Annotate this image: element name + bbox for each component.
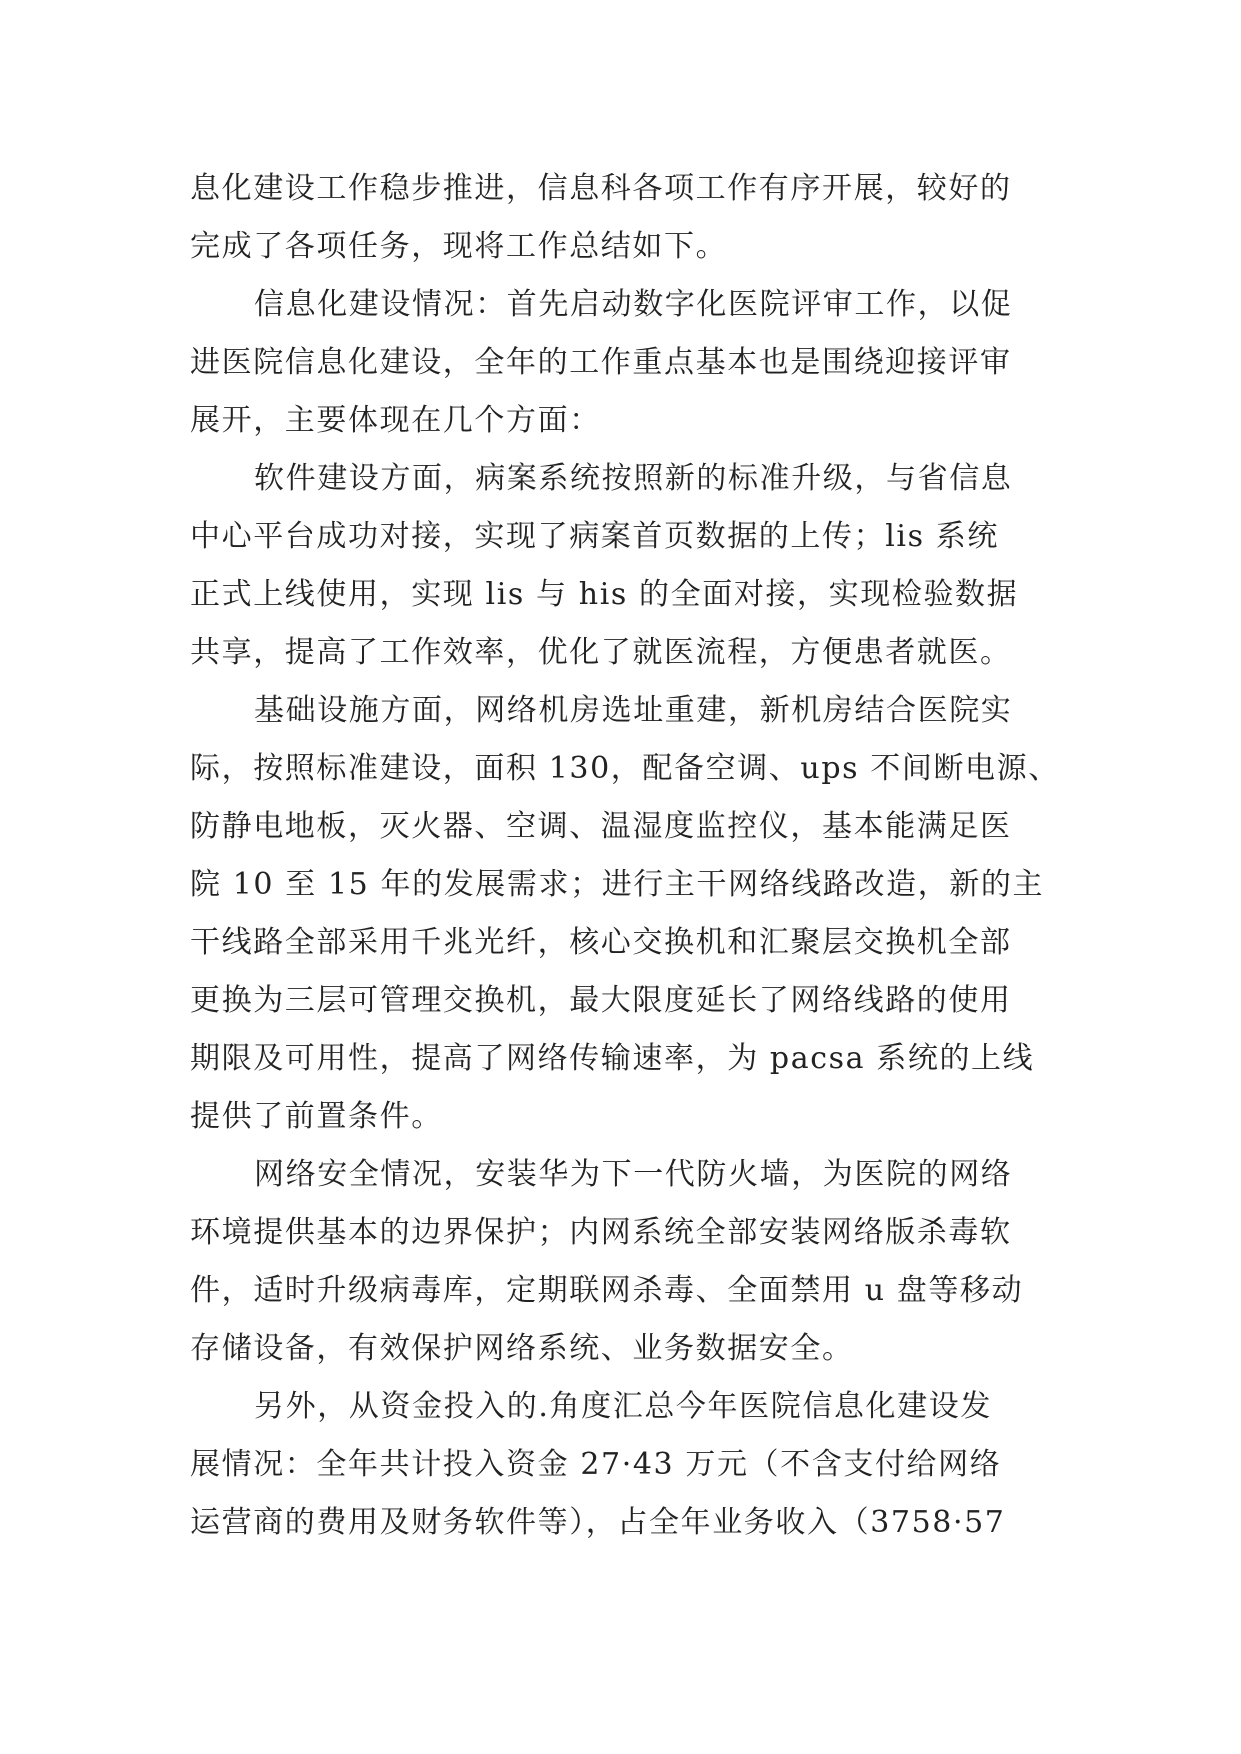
document-body [190, 160, 1070, 1552]
text-line: 展情况：全年共计投入资金 27·43 万元（不含支付给网络 [190, 1447, 1002, 1482]
text-line: 期限及可用性，提高了网络传输速率，为 pacsa 系统的上线 [190, 1041, 1035, 1076]
text-line: 进医院信息化建设，全年的工作重点基本也是围绕迎接评审 [190, 345, 1012, 380]
text-line: 另外，从资金投入的.角度汇总今年医院信息化建设发 [254, 1389, 992, 1424]
text-line: 息化建设工作稳步推进，信息科各项工作有序开展，较好的 [190, 171, 1012, 206]
text-line: 提供了前置条件。 [190, 1099, 443, 1134]
text-line: 防静电地板，灭火器、空调、温湿度监控仪，基本能满足医 [190, 809, 1012, 844]
text-line: 际，按照标准建设，面积 130，配备空调、ups 不间断电源、 [190, 751, 1060, 786]
text-line: 更换为三层可管理交换机，最大限度延长了网络线路的使用 [190, 983, 1012, 1018]
text-line: 软件建设方面，病案系统按照新的标准升级，与省信息 [254, 461, 1013, 496]
paragraph-infrastructure [190, 682, 1070, 1146]
paragraph-informatization-status [190, 276, 1070, 450]
text-line: 展开，主要体现在几个方面： [190, 403, 601, 438]
text-line: 信息化建设情况：首先启动数字化医院评审工作，以促 [254, 287, 1013, 322]
paragraph-intro-continuation [190, 160, 1070, 276]
text-line: 完成了各项任务，现将工作总结如下。 [190, 229, 728, 264]
text-line: 运营商的费用及财务软件等），占全年业务收入（3758·57 [190, 1505, 1006, 1540]
paragraph-funding [190, 1378, 1070, 1552]
text-line: 干线路全部采用千兆光纤，核心交换机和汇聚层交换机全部 [190, 925, 1012, 960]
text-line: 院 10 至 15 年的发展需求；进行主干网络线路改造，新的主 [190, 867, 1045, 902]
text-line: 正式上线使用，实现 lis 与 his 的全面对接，实现检验数据 [190, 577, 1019, 612]
text-line: 共享，提高了工作效率，优化了就医流程，方便患者就医。 [190, 635, 1012, 670]
paragraph-software-construction [190, 450, 1070, 682]
text-line: 中心平台成功对接，实现了病案首页数据的上传；lis 系统 [190, 519, 999, 554]
text-line: 网络安全情况，安装华为下一代防火墙，为医院的网络 [254, 1157, 1013, 1192]
paragraph-network-security [190, 1146, 1070, 1378]
text-line: 件，适时升级病毒库，定期联网杀毒、全面禁用 u 盘等移动 [190, 1273, 1024, 1308]
text-line: 环境提供基本的边界保护；内网系统全部安装网络版杀毒软 [190, 1215, 1012, 1250]
text-line: 基础设施方面，网络机房选址重建，新机房结合医院实 [254, 693, 1013, 728]
text-line: 存储设备，有效保护网络系统、业务数据安全。 [190, 1331, 854, 1366]
